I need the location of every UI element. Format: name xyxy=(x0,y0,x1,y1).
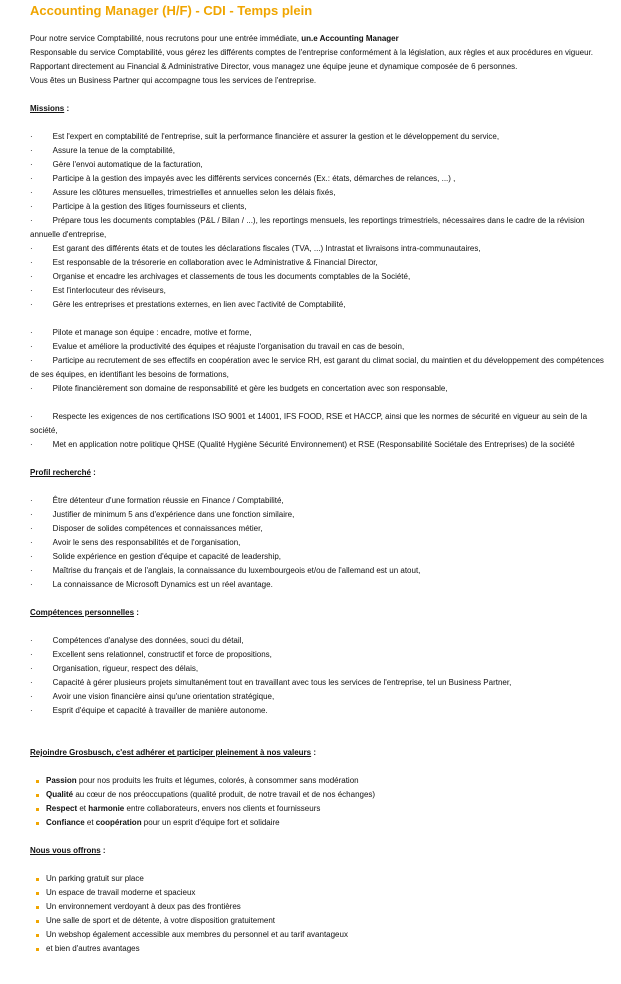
bullet-dot-icon: · xyxy=(30,510,33,519)
list-item-text: et bien d'autres avantages xyxy=(46,944,140,953)
valeurs-list xyxy=(30,774,607,830)
heading-colon: : xyxy=(134,608,139,617)
list-item xyxy=(30,508,607,522)
list-item-text: Une salle de sport et de détente, à votre disposition gratuitement xyxy=(46,916,276,925)
missions-list-1 xyxy=(30,130,607,312)
list-item xyxy=(30,284,607,298)
list-item-text: Excellent sens relationnel, constructif et force de propositions, xyxy=(52,650,272,659)
bullet-dot-icon: · xyxy=(30,258,33,267)
list-item-text: Est l'interlocuteur des réviseurs, xyxy=(52,286,166,295)
list-item-text: Avoir le sens des responsabilités et de l'organisation, xyxy=(52,538,241,547)
value-name: Confiance xyxy=(46,818,85,827)
list-item-text: Assure les clôtures mensuelles, trimestrielles et annuelles selon les délais fixés, xyxy=(52,188,336,197)
list-item xyxy=(30,256,607,270)
offre-heading-line xyxy=(30,844,607,858)
list-item xyxy=(30,774,607,788)
missions-heading-line xyxy=(30,102,607,116)
job-title: Accounting Manager (H/F) - CDI - Temps plein xyxy=(30,3,313,18)
list-item xyxy=(30,522,607,536)
heading-colon: : xyxy=(311,748,316,757)
list-item-text: Organise et encadre les archivages et classements de tous les documents comptables de la Société, xyxy=(52,272,411,281)
list-item-text: Participe à la gestion des impayés avec les différents services concernés (Ex.: états, démarches de relances, ...) , xyxy=(52,174,456,183)
value-name: Qualité xyxy=(46,790,74,799)
list-item-text: Un espace de travail moderne et spacieux xyxy=(46,888,196,897)
list-item-text: Respecte les exigences de nos certifications ISO 9001 et 14001, IFS FOOD, RSE et HACCP, ainsi que les normes de sécurité en vigueur au sein de la société, xyxy=(30,412,588,435)
list-item xyxy=(30,648,607,662)
list-item xyxy=(30,158,607,172)
bullet-dot-icon: · xyxy=(30,566,33,575)
value-text: et xyxy=(77,804,89,813)
profil-heading-line xyxy=(30,466,607,480)
list-item xyxy=(30,690,607,704)
list-item-text: Pilote financièrement son domaine de responsabilité et gère les budgets en concertation avec son responsable, xyxy=(52,384,448,393)
bullet-dot-icon: · xyxy=(30,342,33,351)
list-item-text: Un webshop également accessible aux membres du personnel et au tarif avantageux xyxy=(46,930,348,939)
list-item xyxy=(30,802,607,816)
list-item xyxy=(30,340,607,354)
list-item xyxy=(30,298,607,312)
intro-line-2: Responsable du service Comptabilité, vous gérez les différents comptes de l'entreprise conformément à la législation, aux règles et aux procédures en vigueur. xyxy=(30,48,594,57)
profil-heading: Profil recherché xyxy=(30,468,91,477)
list-item xyxy=(30,634,607,648)
list-item xyxy=(30,130,607,144)
bullet-dot-icon: · xyxy=(30,636,33,645)
bullet-dot-icon: · xyxy=(30,216,33,225)
bullet-dot-icon: · xyxy=(30,272,33,281)
list-item-text: Disposer de solides compétences et connaissances métier, xyxy=(52,524,263,533)
bullet-dot-icon: · xyxy=(30,328,33,337)
list-item xyxy=(30,144,607,158)
list-item-text: Evalue et améliore la productivité des équipes et réajuste l'organisation du travail en cas de besoin, xyxy=(52,342,405,351)
list-item-text: Organisation, rigueur, respect des délais, xyxy=(52,664,199,673)
value-name: Respect xyxy=(46,804,78,813)
list-item xyxy=(30,676,607,690)
bullet-square-icon xyxy=(36,780,39,783)
bullet-square-icon xyxy=(36,808,39,811)
bullet-square-icon xyxy=(36,892,39,895)
bullet-dot-icon: · xyxy=(30,286,33,295)
bullet-square-icon xyxy=(36,906,39,909)
bullet-dot-icon: · xyxy=(30,202,33,211)
list-item-text: Un parking gratuit sur place xyxy=(46,874,144,883)
value-text: pour un esprit d'équipe fort et solidaire xyxy=(141,818,280,827)
list-item-text: Participe au recrutement de ses effectifs en coopération avec le service RH, est garant du climat social, du maintien et du développement des compétences de ses équipes, en identifiant les besoins de formations, xyxy=(30,356,604,379)
bullet-dot-icon: · xyxy=(30,664,33,673)
bullet-dot-icon: · xyxy=(30,496,33,505)
list-item xyxy=(30,900,607,914)
missions-list-2 xyxy=(30,326,607,396)
value-name: harmonie xyxy=(88,804,125,813)
list-item-text: Solide expérience en gestion d'équipe et capacité de leadership, xyxy=(52,552,282,561)
bullet-dot-icon: · xyxy=(30,132,33,141)
offre-heading: Nous vous offrons xyxy=(30,846,101,855)
list-item-text: Capacité à gérer plusieurs projets simultanément tout en travaillant avec tous les services de l'entreprise, tel un Business Partner, xyxy=(52,678,512,687)
value-text: au cœur de nos préoccupations (qualité produit, de notre travail et de nos échanges) xyxy=(73,790,376,799)
list-item xyxy=(30,270,607,284)
list-item-text: Un environnement verdoyant à deux pas des frontières xyxy=(46,902,241,911)
heading-colon: : xyxy=(90,468,96,477)
list-item-text: Est responsable de la trésorerie en collaboration avec le Administrative & Financial Director, xyxy=(52,258,378,267)
list-item-text: Compétences d'analyse des données, souci du détail, xyxy=(52,636,244,645)
bullet-dot-icon: · xyxy=(30,160,33,169)
list-item-text: Est l'expert en comptabilité de l'entreprise, suit la performance financière et assurer la gestion et le développement du service, xyxy=(52,132,500,141)
list-item-text: Gère les entreprises et prestations externes, en lien avec l'activité de Comptabilité, xyxy=(52,300,346,309)
list-item xyxy=(30,578,607,592)
list-item xyxy=(30,200,607,214)
bullet-dot-icon: · xyxy=(30,174,33,183)
bullet-square-icon xyxy=(36,920,39,923)
value-text: et xyxy=(84,818,96,827)
bullet-dot-icon: · xyxy=(30,244,33,253)
heading-colon: : xyxy=(100,846,106,855)
list-item xyxy=(30,354,607,382)
list-item xyxy=(30,550,607,564)
list-item xyxy=(30,494,607,508)
value-text: entre collaborateurs, envers nos clients et fournisseurs xyxy=(124,804,321,813)
list-item-text: Esprit d'équipe et capacité à travailler de manière autonome. xyxy=(52,706,268,715)
intro-line-3: Rapportant directement au Financial & Administrative Director, vous managez une équipe jeune et dynamique composée de 6 personnes. xyxy=(30,62,518,71)
list-item xyxy=(30,564,607,578)
list-item xyxy=(30,382,607,396)
valeurs-heading: Rejoindre Grosbusch, c'est adhérer et participer pleinement à nos valeurs xyxy=(30,748,312,757)
list-item xyxy=(30,886,607,900)
bullet-dot-icon: · xyxy=(30,356,33,365)
missions-heading: Missions xyxy=(30,104,65,113)
bullet-dot-icon: · xyxy=(30,692,33,701)
bullet-dot-icon: · xyxy=(30,678,33,687)
list-item-text: Gère l'envoi automatique de la facturation, xyxy=(52,160,203,169)
list-item xyxy=(30,326,607,340)
list-item xyxy=(30,788,607,802)
list-item xyxy=(30,816,607,830)
missions-list-3 xyxy=(30,410,607,452)
bullet-dot-icon: · xyxy=(30,146,33,155)
list-item-text: Met en application notre politique QHSE (Qualité Hygiène Sécurité Environnement) et RSE (Responsabilité Sociétale des Entreprises) de la société xyxy=(52,440,575,449)
list-item-text: Justifier de minimum 5 ans d'expérience dans une fonction similaire, xyxy=(52,510,295,519)
offre-list xyxy=(30,872,607,956)
list-item xyxy=(30,410,607,438)
competences-heading: Compétences personnelles xyxy=(30,608,135,617)
list-item xyxy=(30,914,607,928)
value-name: Passion xyxy=(46,776,77,785)
list-item xyxy=(30,928,607,942)
list-item-text: Prépare tous les documents comptables (P&L / Bilan / ...), les reportings mensuels, les reportings trimestriels, nécessaires dans le cadre de la révision annuelle d'entreprise, xyxy=(30,216,585,239)
list-item-text: La connaissance de Microsoft Dynamics est un réel avantage. xyxy=(52,580,273,589)
list-item xyxy=(30,662,607,676)
bullet-square-icon xyxy=(36,794,39,797)
bullet-dot-icon: · xyxy=(30,412,33,421)
list-item xyxy=(30,438,607,452)
list-item-text: Participe à la gestion des litiges fournisseurs et clients, xyxy=(52,202,247,211)
bullet-dot-icon: · xyxy=(30,524,33,533)
list-item xyxy=(30,242,607,256)
bullet-square-icon xyxy=(36,948,39,951)
competences-list xyxy=(30,634,607,718)
bullet-dot-icon: · xyxy=(30,650,33,659)
bullet-dot-icon: · xyxy=(30,552,33,561)
bullet-square-icon xyxy=(36,822,39,825)
bullet-dot-icon: · xyxy=(30,580,33,589)
bullet-dot-icon: · xyxy=(30,300,33,309)
heading-colon: : xyxy=(64,104,70,113)
list-item xyxy=(30,172,607,186)
profil-list xyxy=(30,494,607,592)
list-item xyxy=(30,942,607,956)
list-item xyxy=(30,186,607,200)
bullet-dot-icon: · xyxy=(30,440,33,449)
value-name: coopération xyxy=(95,818,142,827)
value-text: pour nos produits les fruits et légumes, colorés, à consommer sans modération xyxy=(76,776,359,785)
bullet-dot-icon: · xyxy=(30,188,33,197)
intro-position: un.e Accounting Manager xyxy=(301,34,399,43)
list-item xyxy=(30,536,607,550)
job-posting xyxy=(0,3,621,956)
bullet-dot-icon: · xyxy=(30,384,33,393)
bullet-square-icon xyxy=(36,934,39,937)
list-item xyxy=(30,214,607,242)
valeurs-heading-line xyxy=(30,746,607,760)
bullet-dot-icon: · xyxy=(30,706,33,715)
bullet-square-icon xyxy=(36,878,39,881)
list-item-text: Pilote et manage son équipe : encadre, motive et forme, xyxy=(52,328,252,337)
list-item-text: Est garant des différents états et de toutes les déclarations fiscales (TVA, ...) Intrastat et livraisons intra-communautaires, xyxy=(52,244,481,253)
list-item-text: Être détenteur d'une formation réussie en Finance / Comptabilité, xyxy=(52,496,284,505)
intro-text: Pour notre service Comptabilité, nous recrutons pour une entrée immédiate, xyxy=(30,34,302,43)
list-item-text: Maîtrise du français et de l'anglais, la connaissance du luxembourgeois et/ou de l'allemand est un atout, xyxy=(52,566,421,575)
intro-line-1 xyxy=(30,32,607,46)
list-item-text: Assure la tenue de la comptabilité, xyxy=(52,146,175,155)
competences-heading-line xyxy=(30,606,607,620)
list-item-text: Avoir une vision financière ainsi qu'une orientation stratégique, xyxy=(52,692,275,701)
list-item xyxy=(30,704,607,718)
bullet-dot-icon: · xyxy=(30,538,33,547)
intro-line-4: Vous êtes un Business Partner qui accompagne tous les services de l'entreprise. xyxy=(30,76,317,85)
list-item xyxy=(30,872,607,886)
